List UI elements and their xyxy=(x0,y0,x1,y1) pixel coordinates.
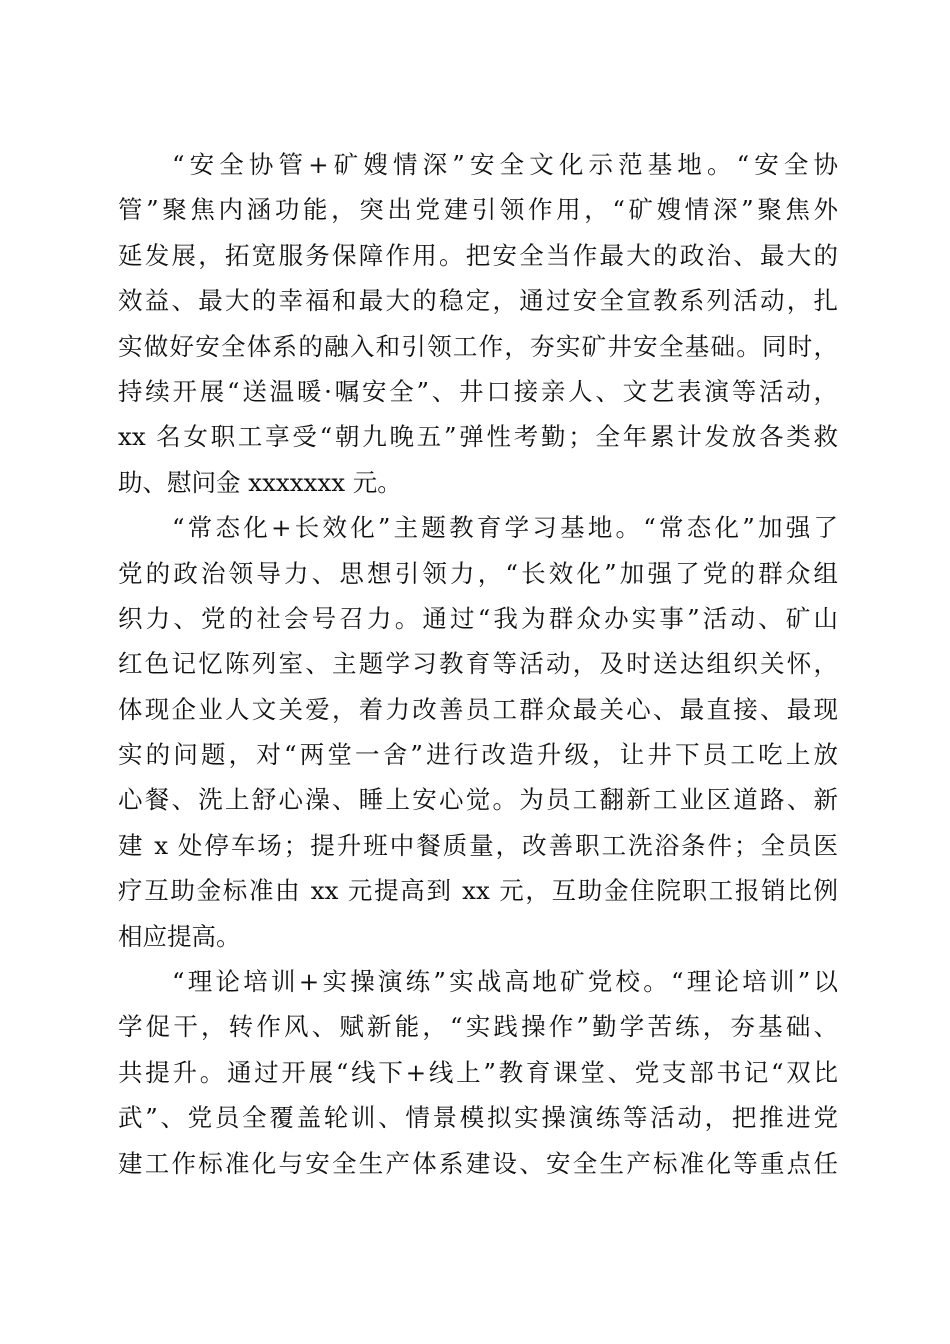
text-line: 延发展，拓宽服务保障作用。把安全当作最大的政治、最大的 xyxy=(118,240,838,270)
text-line: 助、慰问金 xxxxxxx 元。 xyxy=(118,467,402,497)
text-line: 管”聚焦内涵功能，突出党建引领作用，“矿嫂情深”聚焦外 xyxy=(118,195,838,225)
text-line: 效益、最大的幸福和最大的稳定，通过安全宣教系列活动，扎 xyxy=(118,286,838,316)
paragraph-education-base xyxy=(118,505,838,959)
text-line: 体现企业人文关爱，着力改善员工群众最关心、最直接、最现 xyxy=(118,694,838,724)
paragraph-party-school xyxy=(118,959,838,1186)
text-line: 学促干，转作风、赋新能，“实践操作”勤学苦练，夯基础、 xyxy=(118,1012,838,1042)
text-line: 心餐、洗上舒心澡、睡上安心觉。为员工翻新工业区道路、新 xyxy=(118,785,838,815)
text-line: 红色记忆陈列室、主题学习教育等活动，及时送达组织关怀， xyxy=(118,649,838,679)
text-line: 相应提高。 xyxy=(118,921,241,951)
text-line: “理论培训+实操演练”实战高地矿党校。“理论培训”以 xyxy=(172,967,838,997)
text-line: 实做好安全体系的融入和引领工作，夯实矿井安全基础。同时， xyxy=(118,331,838,361)
paragraph-safety-culture-base xyxy=(118,142,838,505)
text-line: 党的政治领导力、思想引领力，“长效化”加强了党的群众组 xyxy=(118,558,838,588)
text-line: 持续开展“送温暖·嘱安全”、井口接亲人、文艺表演等活动， xyxy=(118,376,838,406)
text-line: “安全协管+矿嫂情深”安全文化示范基地。“安全协 xyxy=(172,150,838,179)
text-line: 织力、党的社会号召力。通过“我为群众办实事”活动、矿山 xyxy=(118,603,838,633)
text-line: 共提升。通过开展“线下+线上”教育课堂、党支部书记“双比 xyxy=(118,1057,838,1087)
text-line: 武”、党员全覆盖轮训、情景模拟实操演练等活动，把推进党 xyxy=(118,1103,838,1133)
text-line: 建工作标准化与安全生产体系建设、安全生产标准化等重点任 xyxy=(118,1148,838,1178)
text-line: 实的问题，对“两堂一舍”进行改造升级，让井下员工吃上放 xyxy=(118,740,838,770)
text-line: 疗互助金标准由 xx 元提高到 xx 元，互助金住院职工报销比例 xyxy=(118,876,838,906)
text-line: xx 名女职工享受“朝九晚五”弹性考勤；全年累计发放各类救 xyxy=(118,422,838,452)
text-line: “常态化+长效化”主题教育学习基地。“常态化”加强了 xyxy=(172,513,838,543)
text-line: 建 x 处停车场；提升班中餐质量，改善职工洗浴条件；全员医 xyxy=(118,830,838,860)
document-body xyxy=(118,142,838,1186)
